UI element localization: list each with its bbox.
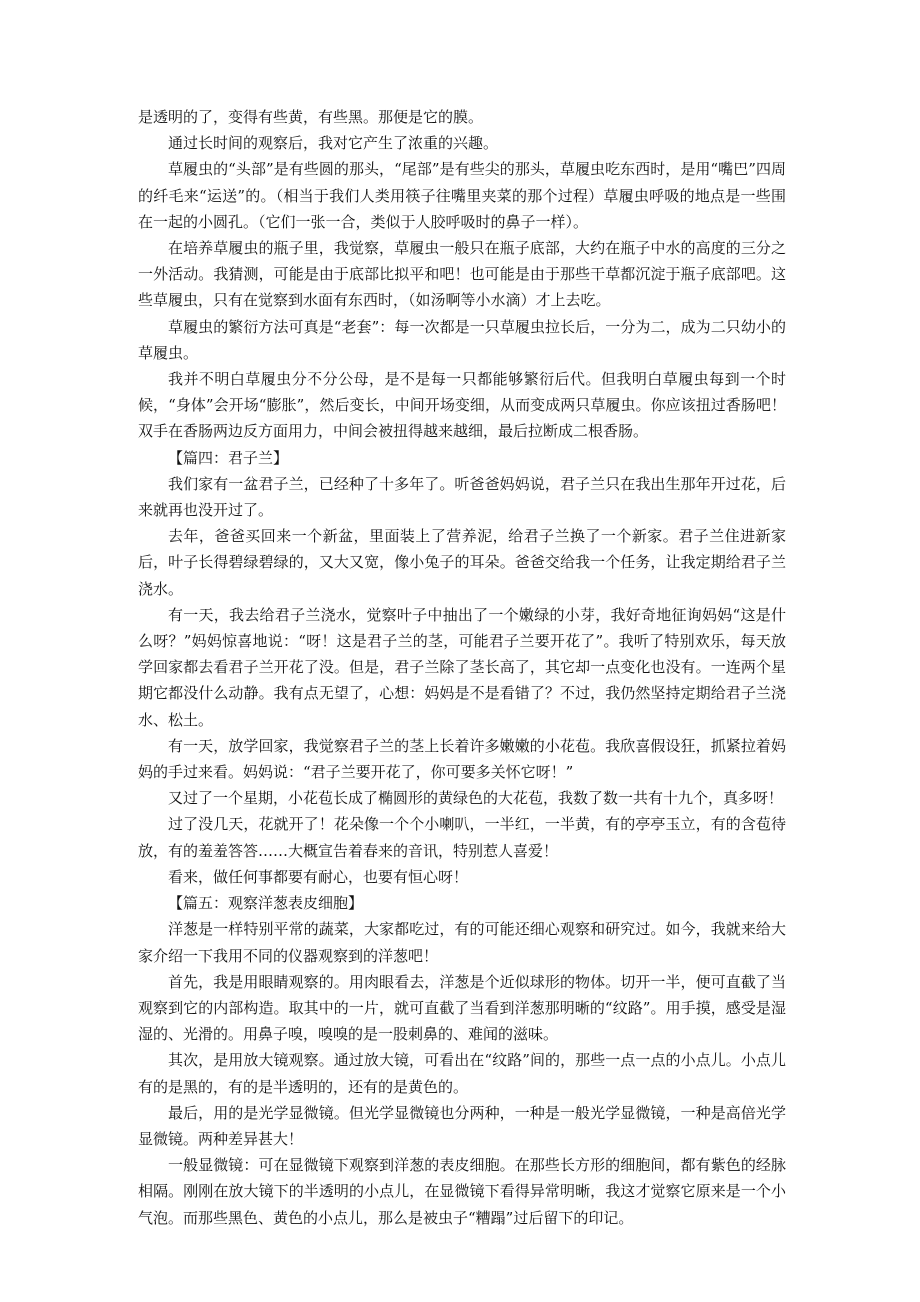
paragraph: 首先，我是用眼睛观察的。用肉眼看去，洋葱是个近似球形的物体。切开一半，便可直截了当观察到它的内部构造。取其中的一片，就可直截了当看到洋葱那明晰的“纹路”。用手摸，感受是湿湿的、光滑的。用鼻子嗅，嗅嗅的是一股刺鼻的、难闻的滋味。 xyxy=(138,972,786,1044)
paragraph: 其次，是用放大镜观察。通过放大镜，可看出在“纹路”间的，那些一点一点的小点儿。小点儿有的是黑的，有的是半透明的，还有的是黄色的。 xyxy=(138,1051,786,1096)
paragraph: 最后，用的是光学显微镜。但光学显微镜也分两种，一种是一般光学显微镜，一种是高倍光学显微镜。两种差异甚大！ xyxy=(138,1103,786,1148)
section-heading: 【篇四：君子兰】 xyxy=(168,448,289,467)
paragraph: 又过了一个星期，小花苞长成了椭圆形的黄绿色的大花苞，我数了数一共有十九个，真多呀！ xyxy=(168,789,784,808)
paragraph: 我们家有一盆君子兰，已经种了十多年了。听爸爸妈妈说，君子兰只在我出生那年开过花，后来就再也没开过了。 xyxy=(138,474,786,520)
paragraph: 通过长时间的观察后，我对它产生了浓重的兴趣。 xyxy=(168,134,499,153)
paragraph: 有一天，放学回家，我觉察君子兰的茎上长着许多嫩嫩的小花苞。我欣喜假设狂，抓紧拉着妈妈的手过来看。妈妈说：“君子兰要开花了，你可要多关怀它呀！” xyxy=(138,736,786,782)
paragraph: 我并不明白草履虫分不分公母，是不是每一只都能够繁衍后代。但我明白草履虫每到一个时候，“身体”会开场“膨胀”，然后变长，中间开场变细，从而变成两只草履虫。你应该扭过香肠吧！双手在香肠两边反方面用力，中间会被扭得越来越细，最后拉断成二根香肠。 xyxy=(138,370,786,441)
paragraph: 一般显微镜：可在显微镜下观察到洋葱的表皮细胞。在那些长方形的细胞间，都有紫色的经脉相隔。刚刚在放大镜下的半透明的小点儿，在显微镜下看得异常明晰，我这才觉察它原来是一个小气泡。而那些黑色、黄色的小点儿，那么是被虫子“糟蹋”过后留下的印记。 xyxy=(138,1156,786,1227)
paragraph: 有一天，我去给君子兰浇水，觉察叶子中抽出了一个嫩绿的小芽，我好奇地征询妈妈“这是什么呀？”妈妈惊喜地说：“呀！这是君子兰的茎，可能君子兰要开花了”。我听了特别欢乐，每天放学回家都去看君子兰开花了没。但是，君子兰除了茎长高了，其它却一点变化也没有。一连两个星期它都没什么动静。我有点无望了，心想：妈妈是不是看错了？不过，我仍然坚持定期给君子兰浇水、松土。 xyxy=(138,605,786,729)
document-body xyxy=(138,104,786,1231)
section-heading: 【篇五：观察洋葱表皮细胞】 xyxy=(168,894,364,913)
paragraph: 看来，做任何事都要有耐心，也要有恒心呀！ xyxy=(168,867,469,886)
paragraph: 过了没几天，花就开了！花朵像一个个小喇叭，一半红，一半黄，有的亭亭玉立，有的含苞待放，有的羞羞答答……大概宣告着春来的音讯，特别惹人喜爱！ xyxy=(138,815,786,860)
paragraph: 洋葱是一样特别平常的蔬菜，大家都吃过，有的可能还细心观察和研究过。如今，我就来给大家介绍一下我用不同的仪器观察到的洋葱吧！ xyxy=(138,920,786,965)
paragraph: 草履虫的繁衍方法可真是“老套”：每一次都是一只草履虫拉长后，一分为二，成为二只幼小的草履虫。 xyxy=(138,317,786,362)
paragraph: 去年，爸爸买回来一个新盆，里面装上了营养泥，给君子兰换了一个新家。君子兰住进新家后，叶子长得碧绿碧绿的，又大又宽，像小兔子的耳朵。爸爸交给我一个任务，让我定期给君子兰浇水。 xyxy=(138,527,786,598)
paragraph: 草履虫的“头部”是有些圆的那头，“尾部”是有些尖的那头，草履虫吃东西时，是用“嘴巴”四周的纤毛来“运送”的。（相当于我们人类用筷子往嘴里夹菜的那个过程）草履虫呼吸的地点是一些围在一起的小圆孔。（它们一张一合，类似于人胶呼吸时的鼻子一样）。 xyxy=(138,160,786,231)
paragraph: 在培养草履虫的瓶子里，我觉察，草履虫一般只在瓶子底部，大约在瓶子中水的高度的三分之一外活动。我猜测，可能是由于底部比拟平和吧！也可能是由于那些干草都沉淀于瓶子底部吧。这些草履虫，只有在觉察到水面有东西时，（如汤啊等小水滴）才上去吃。 xyxy=(138,239,786,310)
paragraph: 是透明的了，变得有些黄，有些黑。那便是它的膜。 xyxy=(138,108,484,126)
